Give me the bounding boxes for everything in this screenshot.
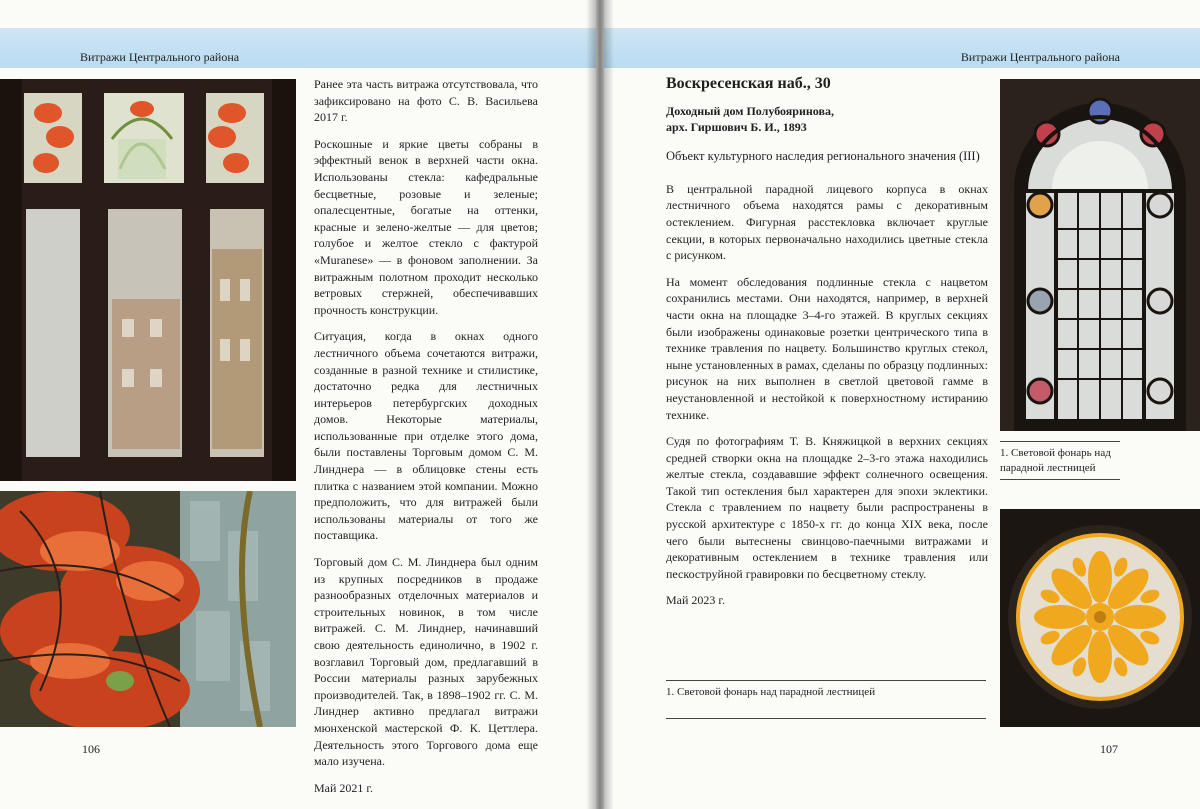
page-number: 107 xyxy=(1100,742,1118,756)
date-note: Май 2021 г. xyxy=(314,780,373,795)
left-text-column xyxy=(314,76,538,806)
heritage-note: Объект культурного наследия регионального значения (III) xyxy=(666,148,980,163)
bottom-caption: 1. Световой фонарь над парадной лестницей xyxy=(666,686,876,698)
flower-stained-glass-photo xyxy=(0,491,296,727)
arched-window-photo xyxy=(1000,79,1200,431)
page-number: 106 xyxy=(82,742,100,756)
paragraph: Судя по фотографиям Т. В. Княжицкой в верхних секциях средней створки окна на площадке 2–3-го этажа находились желтые стекла, создававшие эффект солнечного освещения. Такой тип остекления был характерен для эпохи эклектики. Стекла с травлением по нацвету были распространены в русской архитектуре с 1850-х гг. до конца XIX века, после чего были вытеснены свинцово-паечными витражами и декоративным остеклением в технике травления или пескоструйной гравировки по бесцветному стеклу. xyxy=(666,434,988,581)
left-page xyxy=(0,0,596,809)
side-caption-rule-bottom xyxy=(1000,479,1120,480)
side-caption: 1. Световой фонарь над парадной лестницей xyxy=(1000,447,1111,474)
date-note: Май 2023 г. xyxy=(666,593,725,608)
building-subtitle xyxy=(666,103,988,136)
window-photo xyxy=(0,79,296,481)
address-title: Воскресенская наб., 30 xyxy=(666,75,831,92)
caption-rule-top xyxy=(666,680,986,681)
rosette-glass-photo xyxy=(1000,509,1200,727)
right-text-column xyxy=(666,76,988,619)
paragraph: Торговый дом С. М. Линднера был одним из крупных посредников в продаже разнообразных отделочных материалов и строительных новинок, в том числе витражей. С. М. Линднер, начинавший свою деятельность единолично, в 1902 г. возглавил Торговый дом, предлагавший в России материалы разных зарубежных производителей. Так, в 1898–1902 гг. С. М. Линднер активно предлагал витражи мюнхенской мастерской Ф. К. Цеттлера. Деятельность этого Торгового дома еще мало изучена. xyxy=(314,555,538,769)
paragraph: Ранее эта часть витража отсутствовала, что зафиксировано на фото С. В. Васильева 2017 г. xyxy=(314,77,538,125)
caption-rule-bottom xyxy=(666,718,986,719)
running-head: Витражи Центрального района xyxy=(960,50,1120,64)
side-caption-rule-top xyxy=(1000,441,1120,442)
running-head: Витражи Центрального района xyxy=(80,50,240,64)
paragraph: На момент обследования подлинные стекла с нацветом сохранились местами. Они находятся, например, в верхней части окна на площадке 3–4-го этажей. В круглых секциях были изображены одинаковые розетки центрического типа в технике травления по нацвету. Большинство круглых стекол, ныне установленных в рамах, сделаны по образцу подлинных: рисунок на них выполнен в светлой цветовой гамме в неустановленной и нестойкой к поверхностному истиранию технике. xyxy=(666,274,988,422)
book-spine-shadow xyxy=(586,0,614,809)
subtitle-line: арх. Гиршович Б. И., 1893 xyxy=(666,120,807,135)
right-page xyxy=(604,0,1200,809)
subtitle-line: Доходный дом Полубояринова, xyxy=(666,103,834,118)
paragraph: Ситуация, когда в окнах одного лестничного объема сочетаются витражи, созданные в разной технике и стилистике, достаточно редка для лестничных интерьеров петербургских доходных домов. Некоторые материалы, использованные при отделке этого дома, были поставлены Торговым домом С. М. Линднера — в облицовке стены есть плитка с названием этой компании. Можно предположить, что для витражей были использованы материалы от того же поставщика. xyxy=(314,329,538,543)
paragraph: В центральной парадной лицевого корпуса в окнах лестничного объема находятся рамы с декоративным остеклением. Фигурная расстекловка включает круглые секции, в которых первоначально находились цветные стекла с рисунком. xyxy=(666,181,988,263)
paragraph: Роскошные и яркие цветы собраны в эффектный венок в верхней части окна. Использованы стекла: кафедральные бесцветные, розовые и зеленые; опалесцентные, богатые на оттенки, красные и зелено-желтые — для цветов; голубое и желтое стекло с фактурой «Muranese» — в фоновом заполнении. За витражным полотном проходит несколько ветровых стержней, обеспечивавших прочность конструкции. xyxy=(314,136,538,317)
